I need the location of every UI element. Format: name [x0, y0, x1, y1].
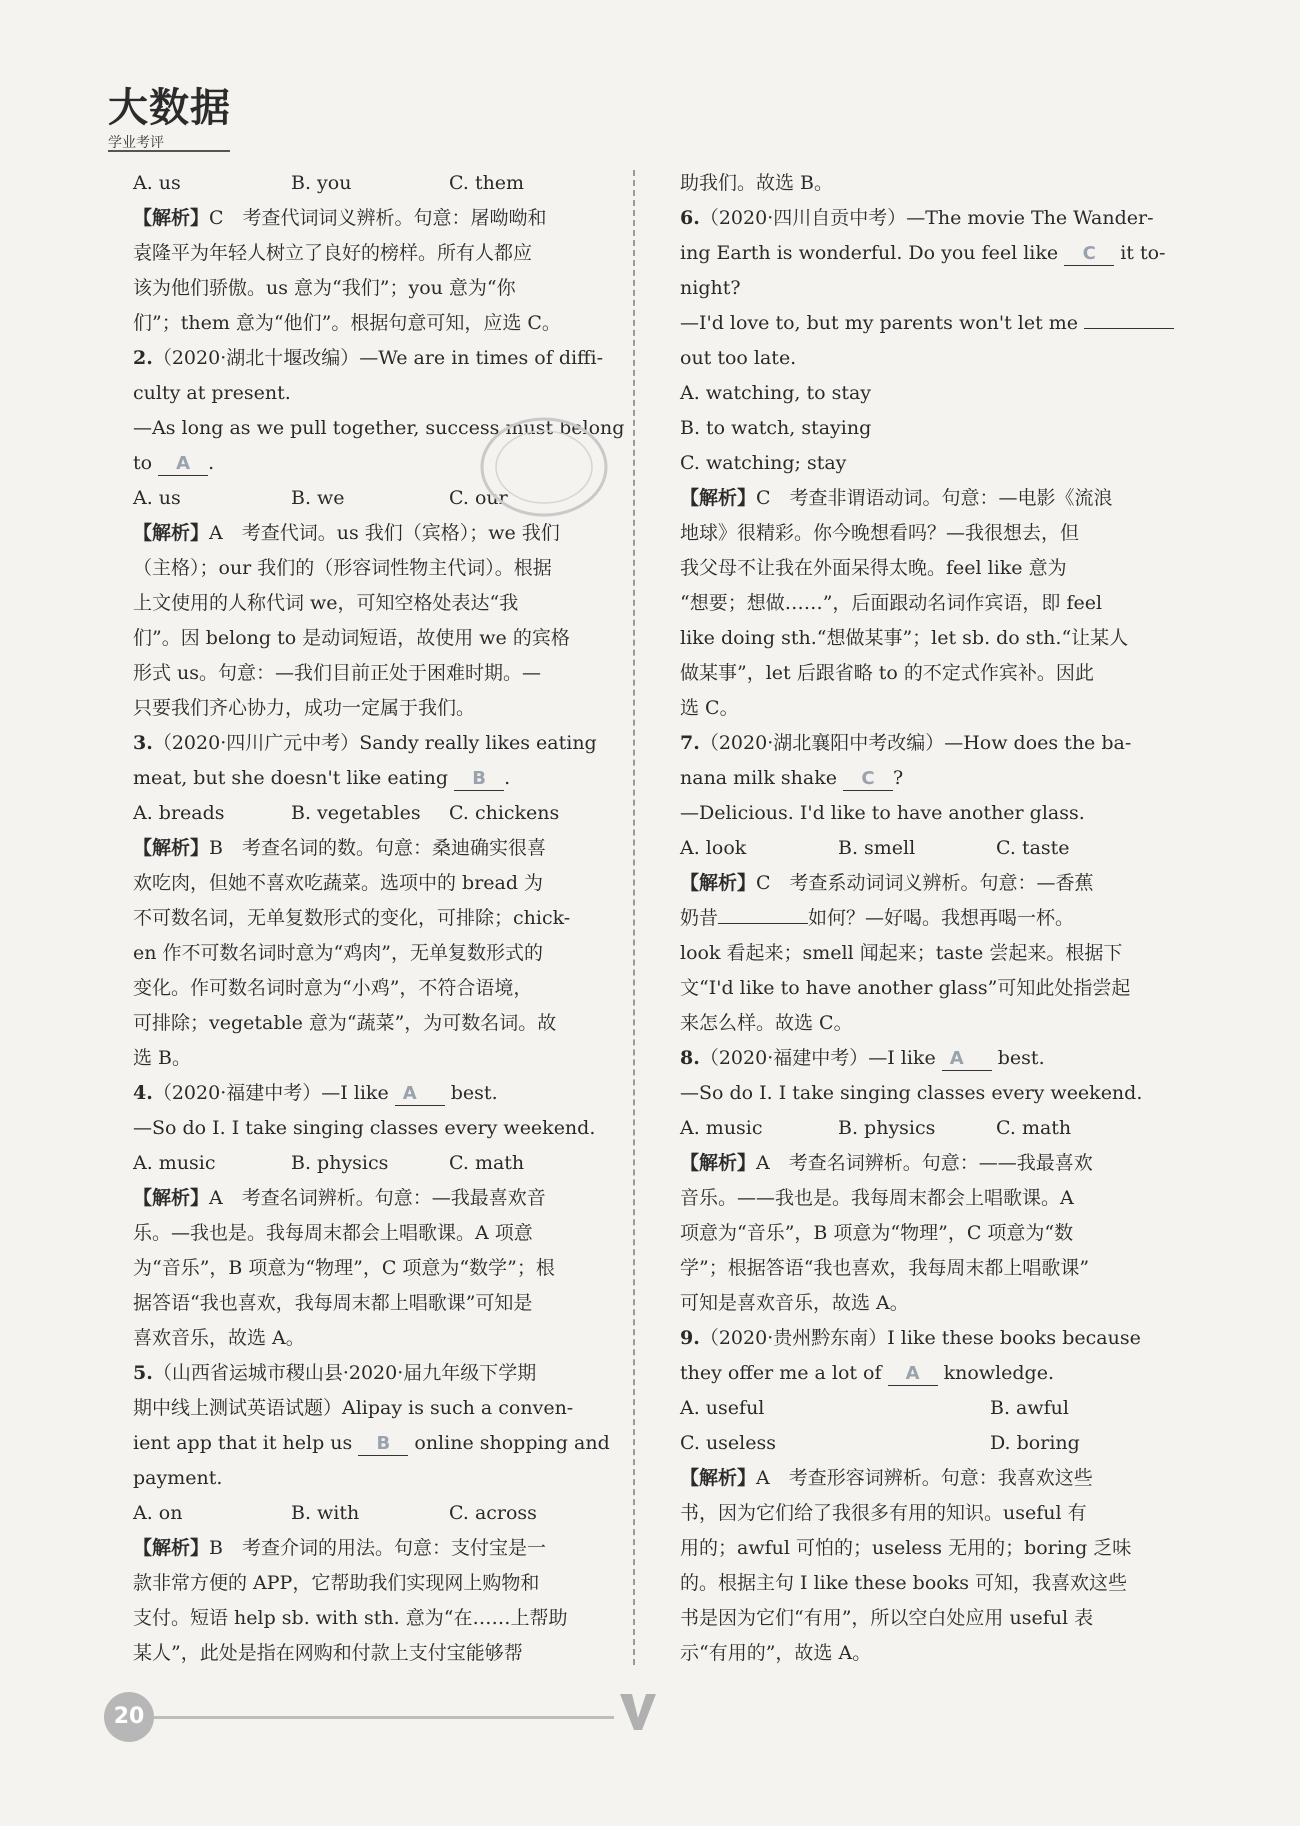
- text-span: —I'd love to, but my parents won't let me: [680, 312, 1085, 334]
- text-line: [680, 726, 1160, 761]
- analysis-tag: 【解析】: [680, 1467, 757, 1489]
- question-number: 5.: [133, 1362, 153, 1384]
- text-span: 喜欢音乐，故选 A。: [133, 1327, 305, 1349]
- text-line: [133, 341, 613, 376]
- text-line: [680, 1146, 1160, 1181]
- option-item: C. math: [449, 1152, 525, 1174]
- text-line: [680, 691, 1160, 726]
- text-span: payment.: [133, 1467, 223, 1489]
- analysis-tag: 【解析】: [133, 1187, 210, 1209]
- text-span: look 看起来；smell 闻起来；taste 尝起来。根据下: [680, 942, 1123, 964]
- text-line: [680, 1041, 1160, 1076]
- text-span: 上文使用的人称代词 we，可知空格处表达“我: [133, 592, 519, 614]
- text-line: [680, 1321, 1160, 1356]
- text-span: 学”；根据答语“我也喜欢，我每周末都上唱歌课”: [680, 1257, 1090, 1279]
- text-line: [133, 1251, 613, 1286]
- text-span: A 考查形容词辨析。句意：我喜欢这些: [756, 1467, 1093, 1489]
- text-line: [133, 1006, 613, 1041]
- text-line: [680, 166, 1160, 201]
- text-line: [133, 1531, 613, 1566]
- options-row: [133, 1146, 613, 1181]
- option-item: B. with: [291, 1502, 360, 1524]
- text-line: [680, 201, 1160, 236]
- text-span: 可知是喜欢音乐，故选 A。: [680, 1292, 909, 1314]
- text-span: they offer me a lot of: [680, 1362, 888, 1384]
- option-item: A. us: [133, 172, 181, 194]
- option-item: A. us: [133, 487, 181, 509]
- right-column: [680, 166, 1166, 1671]
- text-span: —As long as we pull together, success must belong: [133, 417, 625, 439]
- option-item: B. physics: [291, 1152, 389, 1174]
- column-divider: [633, 170, 635, 1665]
- question-number: 8.: [680, 1047, 700, 1069]
- text-span: 支付。短语 help sb. with sth. 意为“在……上帮助: [133, 1607, 568, 1629]
- text-span: A 考查名词辨析。句意：——我最喜欢: [756, 1152, 1093, 1174]
- text-line: [133, 271, 613, 306]
- text-span: to: [133, 452, 159, 474]
- text-span: .: [208, 452, 215, 474]
- text-span: online shopping and: [408, 1432, 610, 1454]
- text-line: [133, 1111, 613, 1146]
- text-line: [133, 656, 613, 691]
- text-line: [680, 586, 1160, 621]
- question-number: 9.: [680, 1327, 700, 1349]
- text-span: 乐。—我也是。我每周末都会上唱歌课。A 项意: [133, 1222, 533, 1244]
- text-span: （2020·四川自贡中考）—The movie The Wander-: [699, 207, 1154, 229]
- text-span: 用的；awful 可怕的；useless 无用的；boring 乏味: [680, 1537, 1132, 1559]
- text-line: [133, 621, 613, 656]
- question-number: 7.: [680, 732, 700, 754]
- text-line: [680, 306, 1160, 341]
- question-number: 3.: [133, 732, 153, 754]
- text-span: 期中线上测试英语试题）Alipay is such a conven-: [133, 1397, 574, 1419]
- text-line: [133, 586, 613, 621]
- text-span: （主格）；our 我们的（形容词性物主代词）。根据: [133, 557, 552, 579]
- text-line: [680, 481, 1160, 516]
- text-line: [133, 236, 613, 271]
- footer-rule: [154, 1716, 614, 1719]
- answer-blank: C: [1064, 243, 1114, 266]
- text-line: [680, 1076, 1160, 1111]
- text-span: “想要；想做……”，后面跟动名词作宾语，即 feel: [680, 592, 1103, 614]
- text-line: [680, 1181, 1160, 1216]
- text-line: [133, 1216, 613, 1251]
- text-line: [680, 1496, 1160, 1531]
- text-line: [133, 1426, 613, 1461]
- text-span: B 考查介词的用法。句意：支付宝是一: [209, 1537, 546, 1559]
- option-item: A. music: [133, 1152, 216, 1174]
- text-line: [680, 761, 1160, 796]
- answer-blank: C: [843, 768, 893, 791]
- option-item: B. you: [291, 172, 352, 194]
- text-line: [133, 1461, 613, 1496]
- option-item: A. look: [680, 837, 747, 859]
- text-line: [680, 1216, 1160, 1251]
- brand-logo: [108, 86, 238, 156]
- text-line: [680, 1531, 1160, 1566]
- text-span: A 考查名词辨析。句意：—我最喜欢音: [209, 1187, 546, 1209]
- answer-blank: A: [395, 1083, 445, 1106]
- text-line: [133, 1356, 613, 1391]
- options-row: [133, 166, 613, 201]
- text-line: [680, 936, 1160, 971]
- text-span: night?: [680, 277, 741, 299]
- text-line: [680, 551, 1160, 586]
- text-span: C 考查系动词词义辨析。句意：—香蕉: [756, 872, 1094, 894]
- text-line: [680, 1636, 1160, 1671]
- option-item: B. awful: [990, 1397, 1069, 1419]
- watermark-stamp-icon: [476, 412, 612, 522]
- text-span: .: [504, 767, 511, 789]
- text-span: C. watching; stay: [680, 452, 847, 474]
- text-span: 助我们。故选 B。: [680, 172, 834, 194]
- text-span: ing Earth is wonderful. Do you feel like: [680, 242, 1065, 264]
- text-line: [133, 971, 613, 1006]
- question-number: 4.: [133, 1082, 153, 1104]
- text-span: 可排除；vegetable 意为“蔬菜”，为可数名词。故: [133, 1012, 557, 1034]
- text-line: [680, 516, 1160, 551]
- text-line: [133, 1391, 613, 1426]
- option-item: A. music: [680, 1117, 763, 1139]
- text-span: —So do I. I take singing classes every weekend.: [680, 1082, 1143, 1104]
- text-line: [680, 446, 1160, 481]
- text-span: （2020·湖北襄阳中考改编）—How does the ba-: [699, 732, 1132, 754]
- text-span: B. to watch, staying: [680, 417, 872, 439]
- text-line: [680, 621, 1160, 656]
- text-span: 欢吃肉，但她不喜欢吃蔬菜。选项中的 bread 为: [133, 872, 544, 894]
- text-line: [680, 1566, 1160, 1601]
- text-line: [133, 1601, 613, 1636]
- text-line: [680, 376, 1160, 411]
- analysis-tag: 【解析】: [680, 1152, 757, 1174]
- logo-sub-text: 学业考评: [108, 135, 164, 151]
- text-span: 为“音乐”，B 项意为“物理”，C 项意为“数学”；根: [133, 1257, 555, 1279]
- options-row: [133, 1496, 613, 1531]
- text-span: culty at present.: [133, 382, 291, 404]
- text-span: 选 C。: [680, 697, 739, 719]
- option-item: B. we: [291, 487, 345, 509]
- options-row: [680, 1391, 1160, 1426]
- footer-v-logo-icon: [618, 1690, 658, 1734]
- options-row: [680, 1426, 1160, 1461]
- text-line: [133, 551, 613, 586]
- text-span: meat, but she doesn't like eating: [133, 767, 455, 789]
- analysis-tag: 【解析】: [680, 487, 757, 509]
- page-number: 20: [104, 1692, 154, 1742]
- text-span: 音乐。——我也是。我每周末都会上唱歌课。A: [680, 1187, 1074, 1209]
- options-row: [680, 831, 1160, 866]
- empty-blank: [718, 903, 808, 924]
- text-span: nana milk shake: [680, 767, 844, 789]
- text-span: 们”。因 belong to 是动词短语，故使用 we 的宾格: [133, 627, 570, 649]
- text-line: [680, 1286, 1160, 1321]
- question-number: 6.: [680, 207, 700, 229]
- analysis-tag: 【解析】: [133, 207, 210, 229]
- text-span: ?: [893, 767, 904, 789]
- text-span: 款非常方便的 APP，它帮助我们实现网上购物和: [133, 1572, 540, 1594]
- text-line: [133, 201, 613, 236]
- analysis-tag: 【解析】: [133, 837, 210, 859]
- text-span: it to-: [1114, 242, 1166, 264]
- text-line: [133, 726, 613, 761]
- text-line: [680, 1356, 1160, 1391]
- text-span: 不可数名词，无单复数形式的变化，可排除；chick-: [133, 907, 571, 929]
- question-number: 2.: [133, 347, 153, 369]
- option-item: A. useful: [680, 1397, 765, 1419]
- option-item: A. breads: [133, 802, 225, 824]
- text-span: knowledge.: [937, 1362, 1054, 1384]
- answer-blank: B: [358, 1433, 408, 1456]
- text-line: [133, 831, 613, 866]
- option-item: C. chickens: [449, 802, 560, 824]
- answer-blank: B: [454, 768, 504, 791]
- text-line: [680, 901, 1160, 936]
- answer-blank: A: [158, 453, 208, 476]
- text-line: [133, 1321, 613, 1356]
- text-span: 做某事”，let 后跟省略 to 的不定式作宾补。因此: [680, 662, 1094, 684]
- text-line: [680, 341, 1160, 376]
- text-line: [680, 971, 1160, 1006]
- text-line: [680, 411, 1160, 446]
- text-span: —Delicious. I'd like to have another glass.: [680, 802, 1085, 824]
- header-rule: [108, 150, 230, 152]
- text-span: （2020·湖北十堰改编）—We are in times of diffi-: [152, 347, 604, 369]
- text-line: [133, 1566, 613, 1601]
- text-line: [133, 901, 613, 936]
- text-line: [133, 1041, 613, 1076]
- text-span: ient app that it help us: [133, 1432, 359, 1454]
- text-span: 示“有用的”，故选 A。: [680, 1642, 872, 1664]
- option-item: C. across: [449, 1502, 537, 1524]
- text-span: 奶昔: [680, 907, 719, 929]
- text-line: [680, 1006, 1160, 1041]
- option-item: B. smell: [838, 837, 916, 859]
- text-span: A. watching, to stay: [680, 382, 872, 404]
- text-span: 只要我们齐心协力，成功一定属于我们。: [133, 697, 476, 719]
- text-span: （2020·福建中考）—I like: [152, 1082, 395, 1104]
- text-span: out too late.: [680, 347, 797, 369]
- text-line: [133, 866, 613, 901]
- text-line: [680, 271, 1160, 306]
- text-line: [133, 1636, 613, 1671]
- text-line: [680, 1461, 1160, 1496]
- left-column: [133, 166, 625, 1671]
- text-span: 来怎么样。故选 C。: [680, 1012, 853, 1034]
- answer-blank: A: [942, 1048, 992, 1071]
- text-span: 选 B。: [133, 1047, 192, 1069]
- option-item: C. math: [996, 1117, 1072, 1139]
- text-span: 书是因为它们“有用”，所以空白处应用 useful 表: [680, 1607, 1094, 1629]
- options-row: [680, 1111, 1160, 1146]
- text-span: 我父母不让我在外面呆得太晚。feel like 意为: [680, 557, 1067, 579]
- answer-blank: A: [888, 1363, 938, 1386]
- text-span: like doing sth.“想做某事”；let sb. do sth.“让某人: [680, 627, 1129, 649]
- text-line: [133, 1076, 613, 1111]
- text-line: [133, 306, 613, 341]
- text-line: [133, 1286, 613, 1321]
- text-line: [133, 1181, 613, 1216]
- text-span: 形式 us。句意：—我们目前正处于困难时期。—: [133, 662, 542, 684]
- text-span: 如何？—好喝。我想再喝一杯。: [808, 907, 1075, 929]
- logo-main-text: 大数据: [108, 85, 231, 131]
- text-span: C 考查代词词义辨析。句意：屠呦呦和: [209, 207, 547, 229]
- text-span: 变化。作可数名词时意为“小鸡”，不符合语境，: [133, 977, 533, 999]
- text-span: （2020·四川广元中考）Sandy really likes eating: [152, 732, 597, 754]
- text-line: [133, 691, 613, 726]
- text-span: （山西省运城市稷山县·2020·届九年级下学期: [152, 1362, 537, 1384]
- text-span: 的。根据主句 I like these books 可知，我喜欢这些: [680, 1572, 1128, 1594]
- text-span: 该为他们骄傲。us 意为“我们”；you 意为“你: [133, 277, 516, 299]
- text-span: 书，因为它们给了我很多有用的知识。useful 有: [680, 1502, 1087, 1524]
- analysis-tag: 【解析】: [133, 1537, 210, 1559]
- text-span: 项意为“音乐”，B 项意为“物理”，C 项意为“数: [680, 1222, 1074, 1244]
- text-span: B 考查名词的数。句意：桑迪确实很喜: [209, 837, 546, 859]
- text-span: en 作不可数名词时意为“鸡肉”，无单复数形式的: [133, 942, 543, 964]
- text-span: 地球》很精彩。你今晚想看吗？—我很想去，但: [680, 522, 1080, 544]
- text-span: （2020·贵州黔东南）I like these books because: [699, 1327, 1141, 1349]
- option-item: C. our: [449, 487, 508, 509]
- text-span: best.: [444, 1082, 498, 1104]
- text-span: 据答语“我也喜欢，我每周末都上唱歌课”可知是: [133, 1292, 533, 1314]
- options-row: [133, 796, 613, 831]
- option-item: B. vegetables: [291, 802, 421, 824]
- text-line: [680, 866, 1160, 901]
- text-line: [680, 656, 1160, 691]
- text-line: [680, 796, 1160, 831]
- analysis-tag: 【解析】: [680, 872, 757, 894]
- option-item: C. them: [449, 172, 525, 194]
- text-line: [133, 376, 613, 411]
- text-span: —So do I. I take singing classes every weekend.: [133, 1117, 596, 1139]
- text-line: [680, 1251, 1160, 1286]
- option-item: D. boring: [990, 1432, 1080, 1454]
- text-span: 袁隆平为年轻人树立了良好的榜样。所有人都应: [133, 242, 533, 264]
- text-span: best.: [991, 1047, 1045, 1069]
- option-item: C. useless: [680, 1432, 776, 1454]
- option-item: A. on: [133, 1502, 183, 1524]
- text-span: （2020·福建中考）—I like: [699, 1047, 942, 1069]
- text-line: [133, 761, 613, 796]
- empty-blank: [1084, 308, 1174, 329]
- text-line: [133, 936, 613, 971]
- text-span: A 考查代词。us 我们（宾格）；we 我们: [209, 522, 560, 544]
- text-span: C 考查非谓语动词。句意：—电影《流浪: [756, 487, 1113, 509]
- option-item: B. physics: [838, 1117, 936, 1139]
- text-span: 们”；them 意为“他们”。根据句意可知，应选 C。: [133, 312, 561, 334]
- analysis-tag: 【解析】: [133, 522, 210, 544]
- text-line: [680, 1601, 1160, 1636]
- text-span: 某人”，此处是指在网购和付款上支付宝能够帮: [133, 1642, 523, 1664]
- option-item: C. taste: [996, 837, 1070, 859]
- text-span: 文“I'd like to have another glass”可知此处指尝起: [680, 977, 1131, 999]
- text-line: [680, 236, 1166, 271]
